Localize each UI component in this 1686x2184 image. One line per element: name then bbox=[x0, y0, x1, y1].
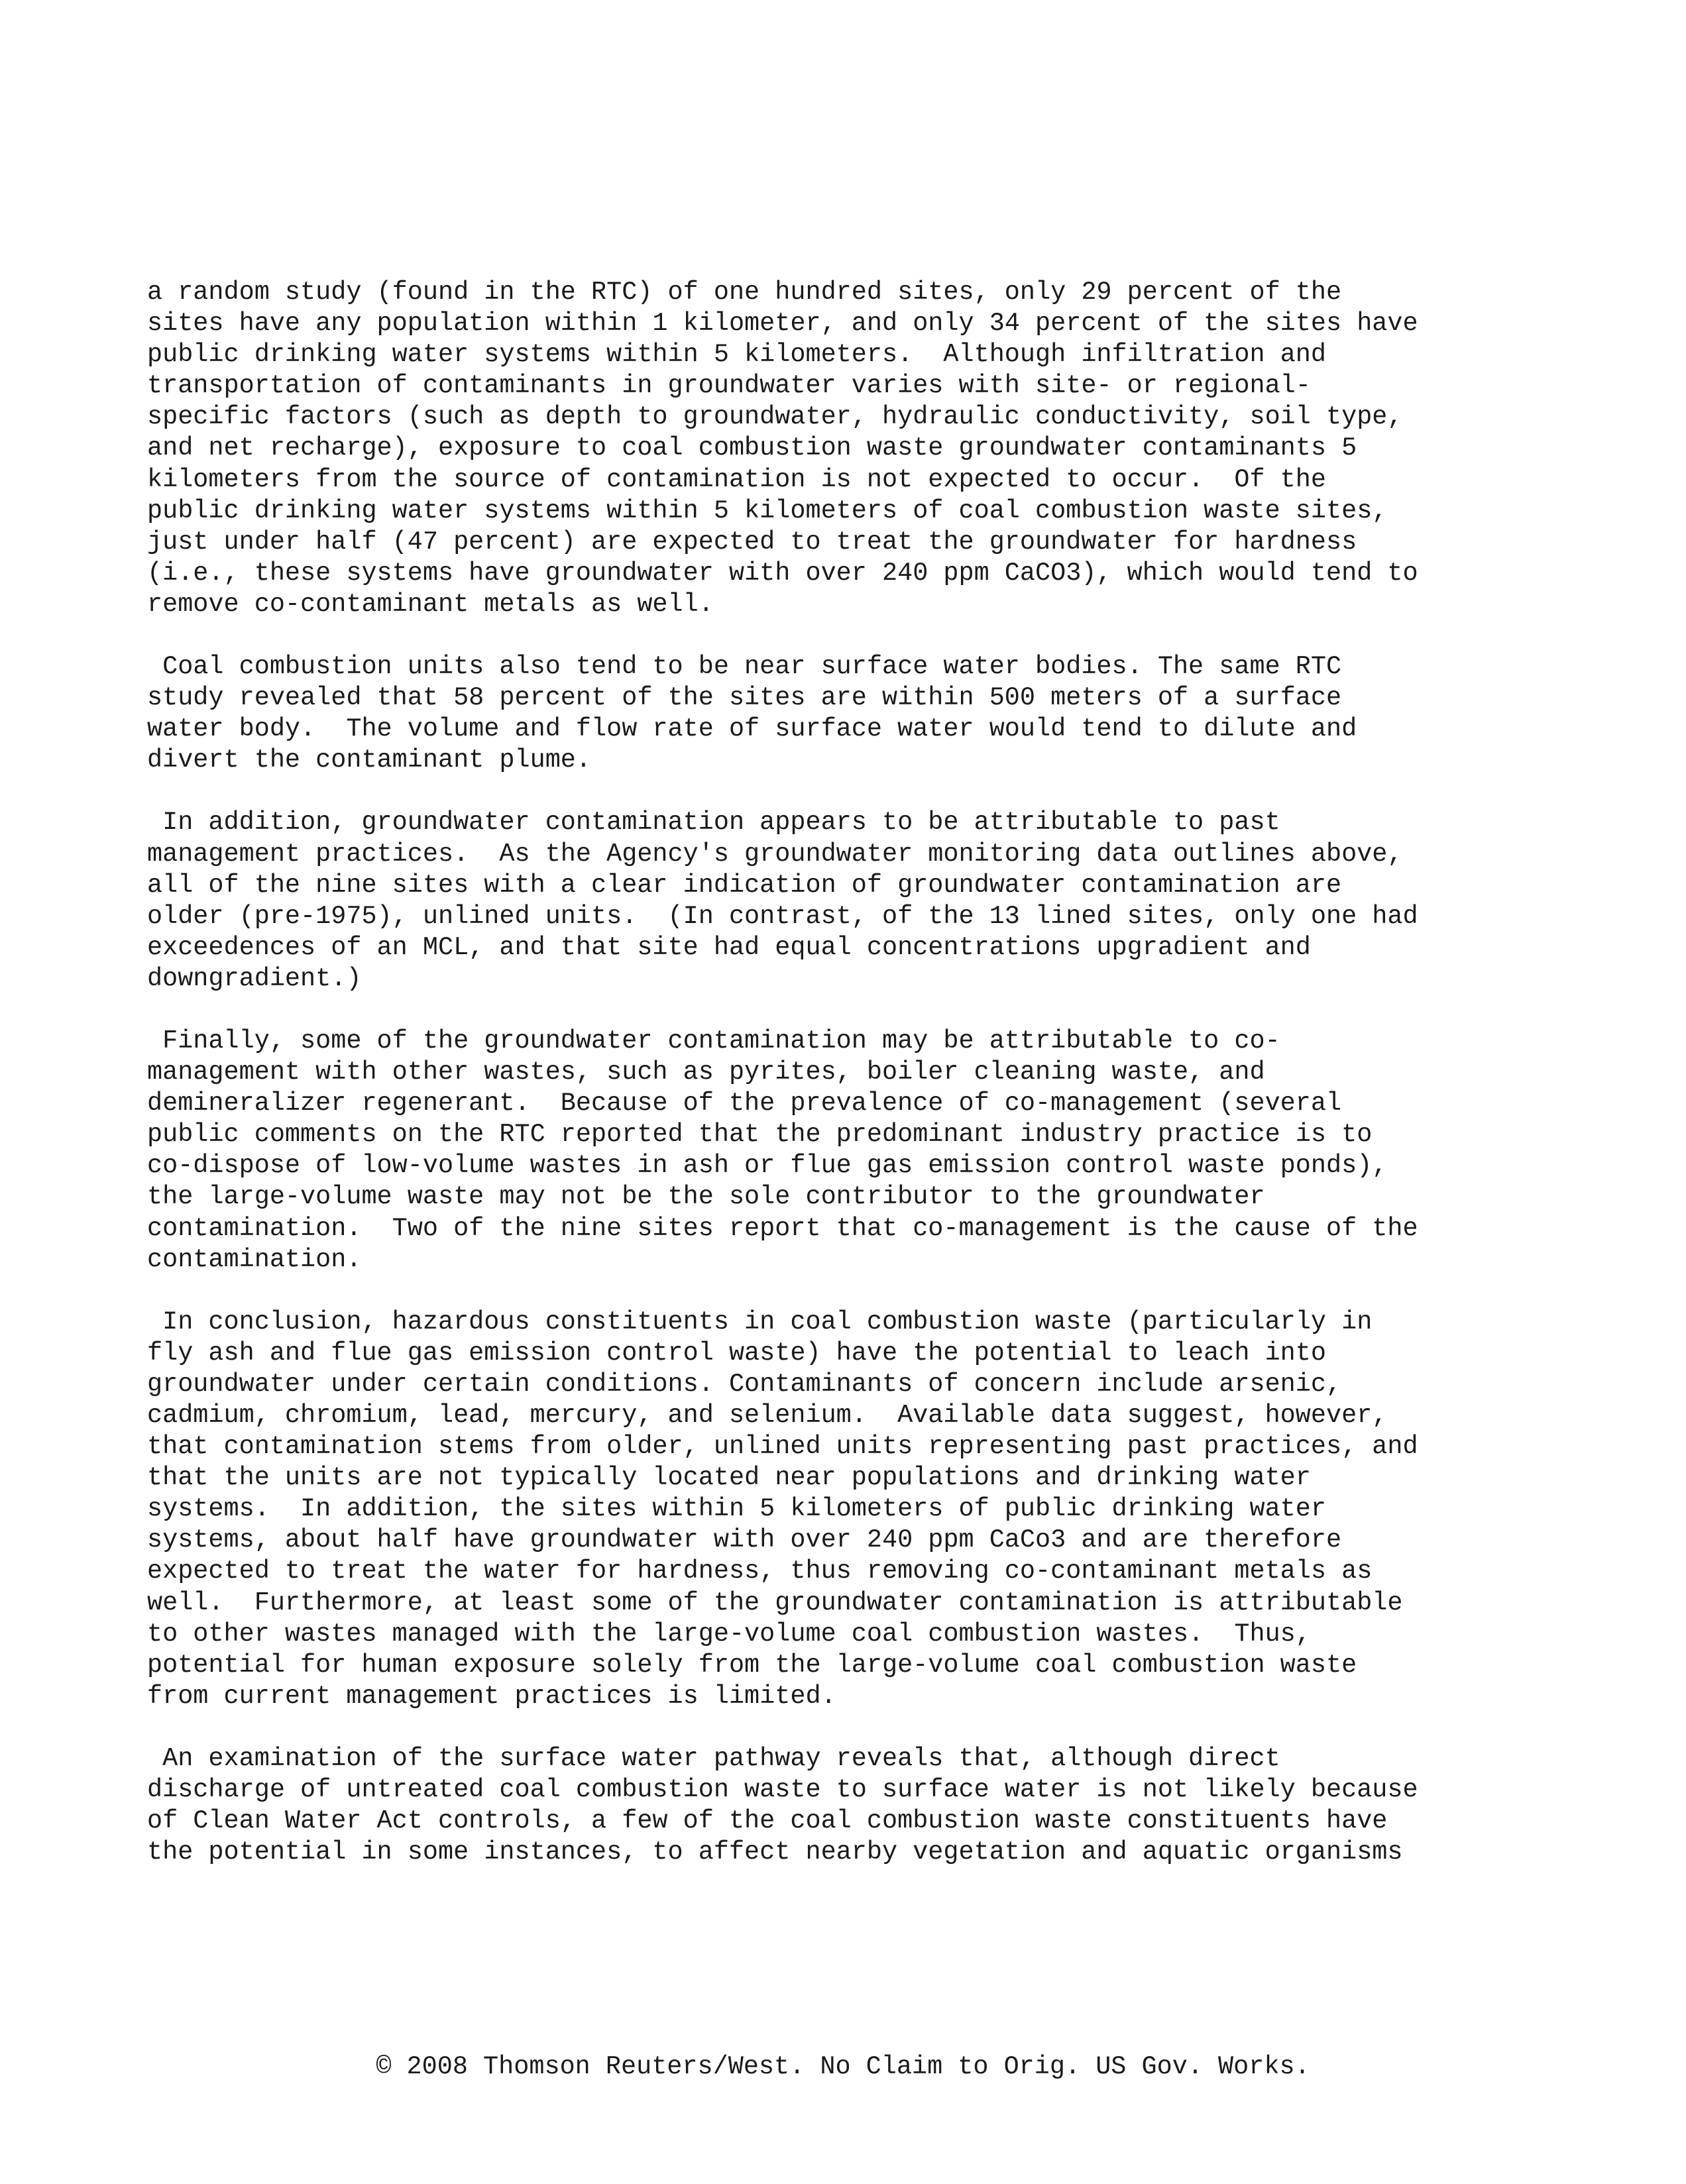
document-body bbox=[147, 277, 1539, 1899]
paragraph-surface-water-bodies: Coal combustion units also tend to be near surface water bodies. The same RTC study revealed that 58 percent of the sites are within 500 meters of a surface water body. The volume and flow rate of surface water would tend to dilute and divert the contaminant plume. bbox=[147, 652, 1357, 775]
paragraph-random-study: a random study (found in the RTC) of one hundred sites, only 29 percent of the sites have any population within 1 kilometer, and only 34 percent of the sites have public drinking water systems within 5 kilometers. Although infiltration and transportation of contaminants in groundwater varies with site- or regional- specific factors (such as depth to groundwater, hydraulic conductivity, soil type, and net recharge), exposure to coal combustion waste groundwater contaminants 5 kilometers from the source of contamination is not expected to occur. Of the public drinking water systems within 5 kilometers of coal combustion waste sites, just under half (47 percent) are expected to treat the groundwater for hardness (i.e., these systems have groundwater with over 240 ppm CaCO3), which would tend to remove co-contaminant metals as well. bbox=[147, 278, 1418, 619]
paragraph-past-management: In addition, groundwater contamination appears to be attributable to past management practices. As the Agency's groundwater monitoring data outlines above, all of the nine sites with a clear indication of groundwater contamination are older (pre-1975), unlined units. (In contrast, of the 13 lined sites, only one had exceedences of an MCL, and that site had equal concentrations upgradient and downgradient.) bbox=[147, 808, 1418, 993]
paragraph-co-management: Finally, some of the groundwater contamination may be attributable to co- management with other wastes, such as pyrites, boiler cleaning waste, and demineralizer regenerant. Because of the prevalence of co-management (several public comments on the RTC reported that the predominant industry practice is to co-dispose of low-volume wastes in ash or flue gas emission control waste ponds), the large-volume waste may not be the sole contributor to the groundwater contamination. Two of the nine sites report that co-management is the cause of the contamination. bbox=[147, 1026, 1418, 1274]
paragraph-conclusion: In conclusion, hazardous constituents in coal combustion waste (particularly in fly ash and flue gas emission control waste) have the potential to leach into groundwater under certain conditions. Contaminants of concern include arsenic, cadmium, chromium, lead, mercury, and selenium. Available data suggest, however, that contamination stems from older, unlined units representing past practices, and that the units are not typically located near populations and drinking water systems. In addition, the sites within 5 kilometers of public drinking water systems, about half have groundwater with over 240 ppm CaCo3 and are therefore expected to treat the water for hardness, thus removing co-contaminant metals as well. Furthermore, at least some of the groundwater contamination is attributable to other wastes managed with the large-volume coal combustion wastes. Thus, potential for human exposure solely from the large-volume coal combustion waste from current management practices is limited. bbox=[147, 1307, 1418, 1711]
paragraph-surface-water-pathway: An examination of the surface water pathway reveals that, although direct discharge of untreated coal combustion waste to surface water is not likely because of Clean Water Act controls, a few of the coal combustion waste constituents have the potential in some instances, to affect nearby vegetation and aquatic organisms bbox=[147, 1743, 1418, 1867]
page-footer-copyright: © 2008 Thomson Reuters/West. No Claim to Orig. US Gov. Works. bbox=[376, 2052, 1310, 2081]
